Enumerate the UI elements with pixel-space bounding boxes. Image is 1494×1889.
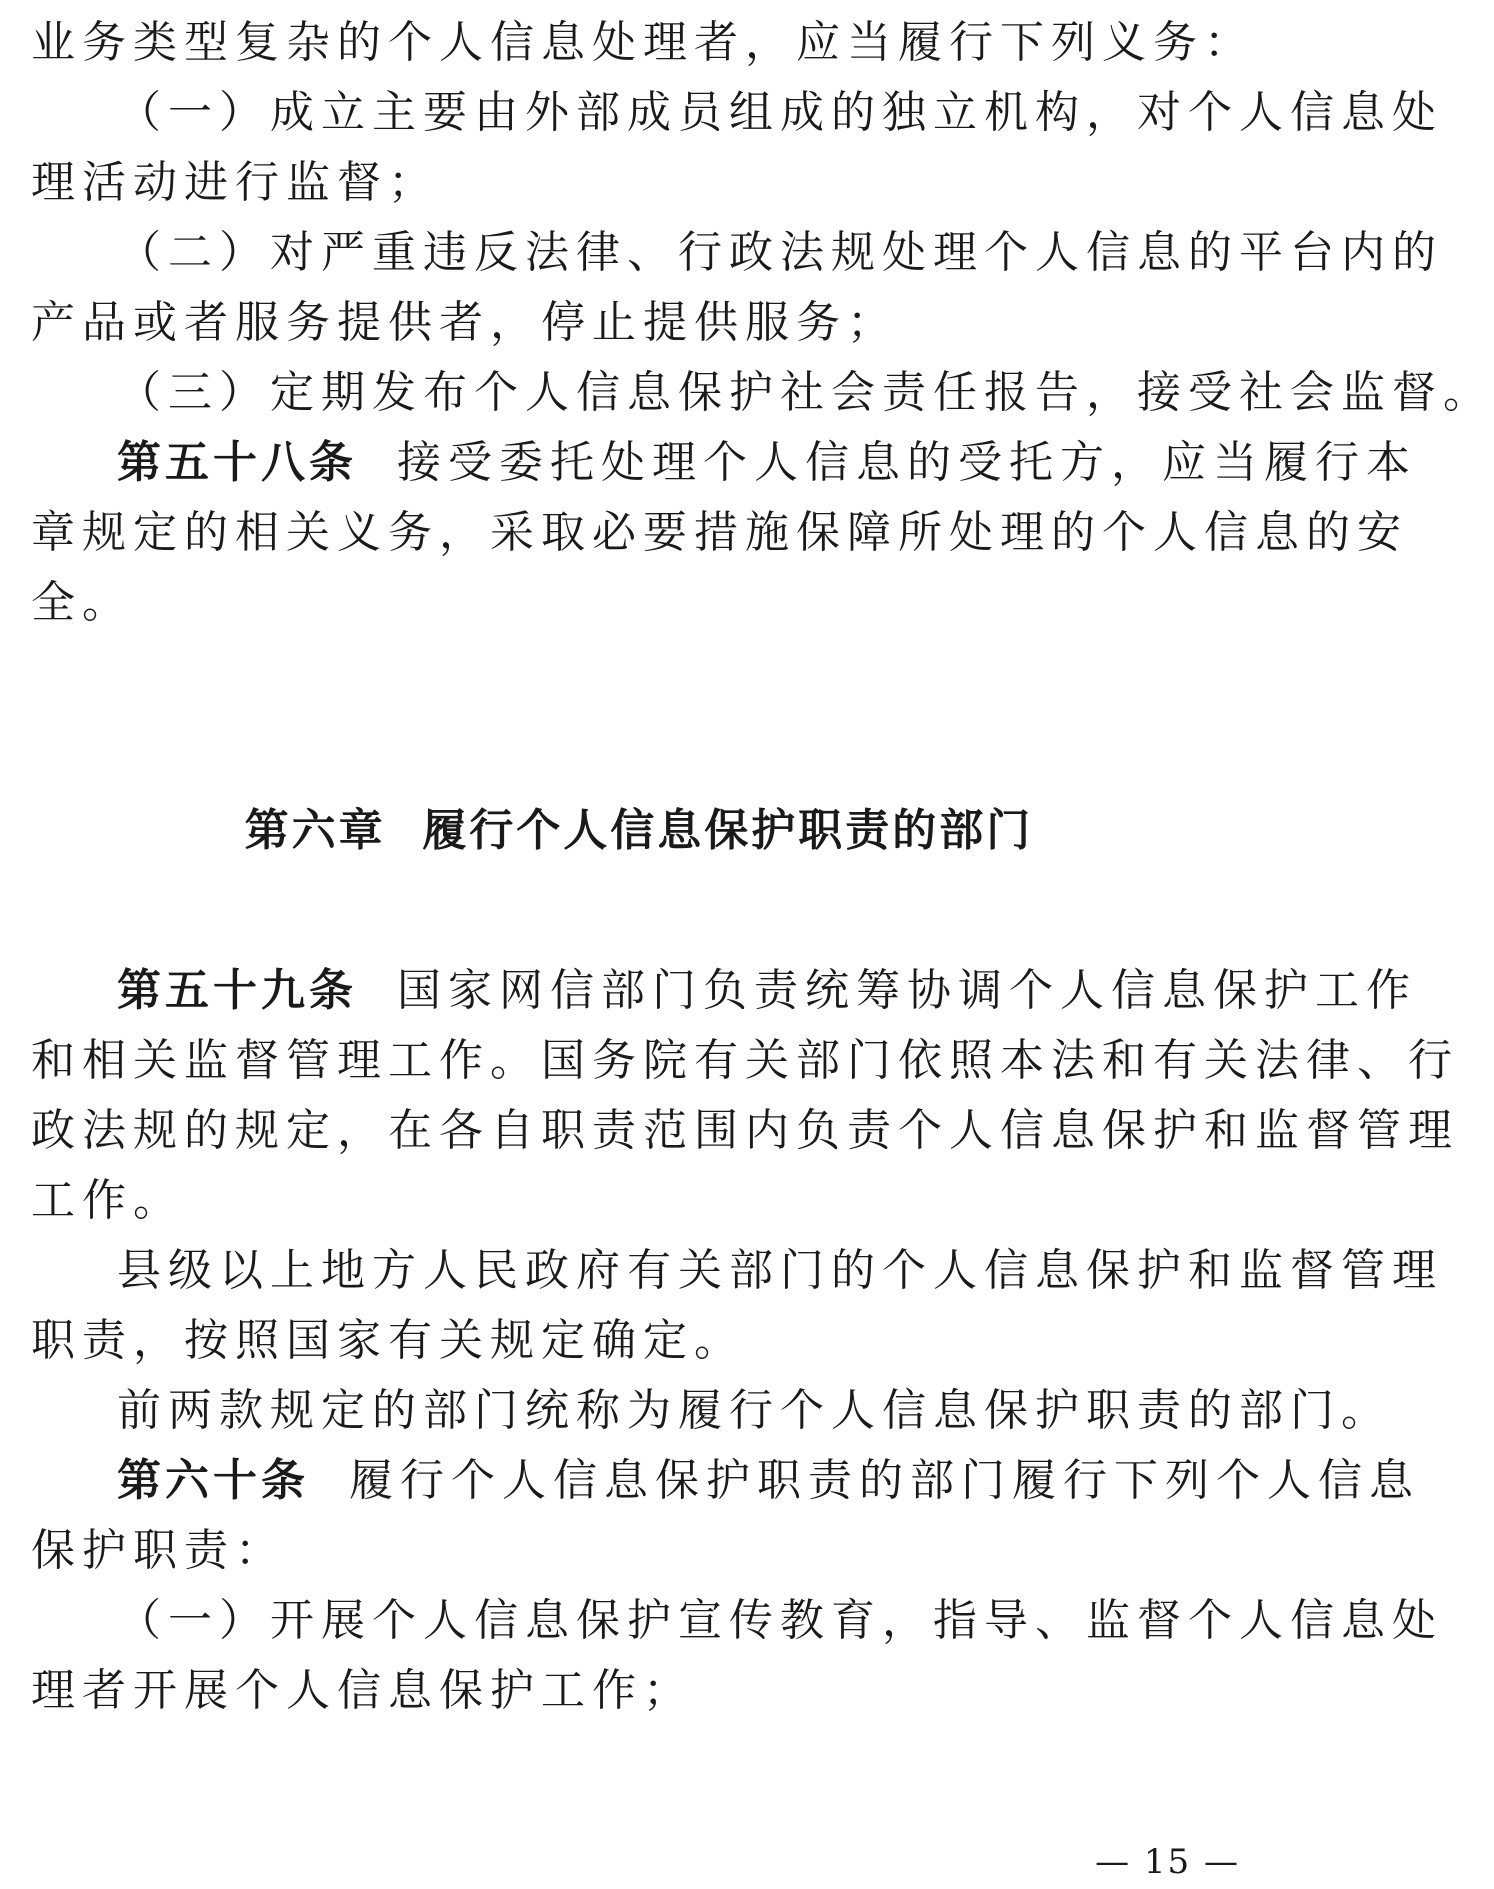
list-item-1: （一）成立主要由外部成员组成的独立机构，对个人信息处	[117, 87, 1443, 138]
text-line: 全。	[31, 577, 133, 628]
list-item-3: （三）定期发布个人信息保护社会责任报告，接受社会监督。	[117, 367, 1494, 418]
list-item-2: （二）对严重违反法律、行政法规处理个人信息的平台内的	[117, 227, 1443, 278]
text-line: 章规定的相关义务，采取必要措施保障所处理的个人信息的安	[31, 507, 1408, 558]
text-line: 业务类型复杂的个人信息处理者，应当履行下列义务：	[31, 17, 1255, 68]
text-line: 工作。	[31, 1175, 184, 1226]
text-line: 和相关监督管理工作。国务院有关部门依照本法和有关法律、行	[31, 1035, 1459, 1086]
text-line: 职责，按照国家有关规定确定。	[31, 1315, 745, 1366]
list-item-1: （一）开展个人信息保护宣传教育，指导、监督个人信息处	[117, 1595, 1443, 1646]
article-58-label: 第五十八条	[117, 437, 357, 488]
article-59-label: 第五十九条	[117, 965, 357, 1016]
article-60: 第六十条 履行个人信息保护职责的部门履行下列个人信息	[117, 1455, 1420, 1506]
text-line: 保护职责：	[31, 1525, 286, 1576]
chapter-label: 第六章	[244, 805, 386, 856]
page-number: — 15 —	[1095, 1842, 1240, 1882]
chapter-heading	[0, 796, 1278, 866]
paragraph: 县级以上地方人民政府有关部门的个人信息保护和监督管理	[117, 1245, 1443, 1296]
text-line: 政法规的规定，在各自职责范围内负责个人信息保护和监督管理	[31, 1105, 1459, 1156]
article-58: 第五十八条 接受委托处理个人信息的受托方，应当履行本	[117, 437, 1417, 488]
article-59: 第五十九条 国家网信部门负责统筹协调个人信息保护工作	[117, 965, 1417, 1016]
article-60-label: 第六十条	[117, 1455, 309, 1506]
text-line: 理活动进行监督；	[31, 157, 439, 208]
paragraph: 前两款规定的部门统称为履行个人信息保护职责的部门。	[117, 1385, 1392, 1436]
text-line: 产品或者服务提供者，停止提供服务；	[31, 297, 898, 348]
chapter-title: 履行个人信息保护职责的部门	[422, 805, 1034, 856]
text-line: 理者开展个人信息保护工作；	[31, 1665, 694, 1716]
